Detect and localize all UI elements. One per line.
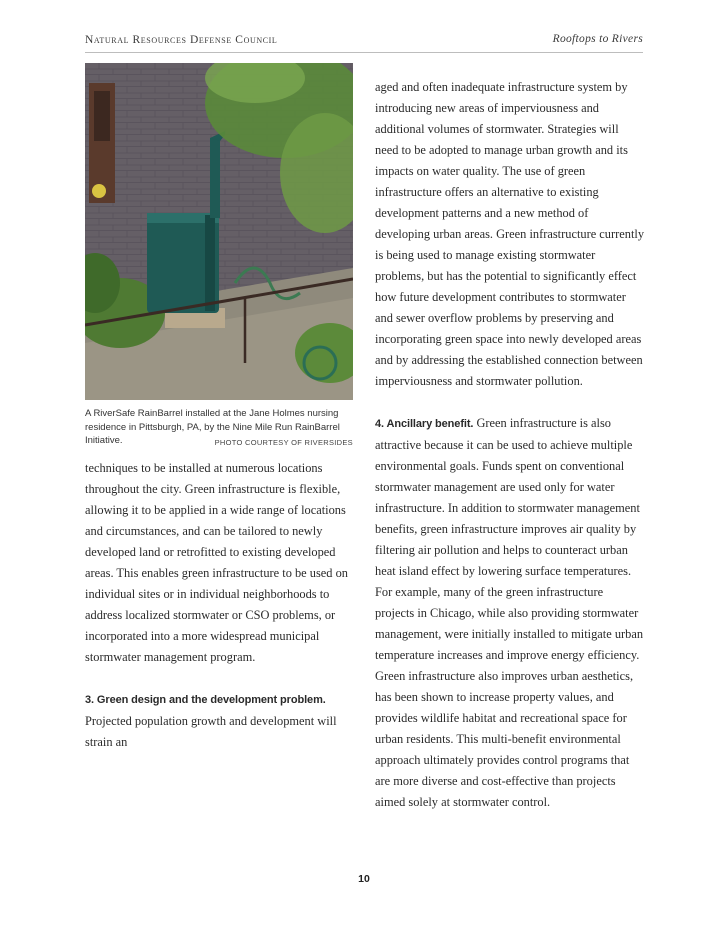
page-number: 10 bbox=[358, 873, 370, 885]
section-heading: 4. Ancillary benefit. bbox=[375, 418, 474, 430]
header-rule bbox=[85, 52, 643, 53]
caption-text: A RiverSafe RainBarrel installed at the Jane Holmes nursing residence in Pittsburgh, PA, by the Nine Mile Run RainBarrel Initiative. bbox=[85, 408, 340, 446]
section-heading: 3. Green design and the development problem. bbox=[85, 694, 326, 706]
left-column bbox=[85, 458, 357, 753]
rain-barrel-photo bbox=[85, 63, 353, 400]
photo-credit: PHOTO COURTESY OF RIVERSIDES bbox=[214, 438, 353, 447]
paragraph-text: Projected population growth and development will strain an bbox=[85, 714, 337, 749]
paragraph bbox=[375, 413, 645, 813]
paragraph bbox=[85, 689, 357, 753]
running-header-report-title: Rooftops to Rivers bbox=[552, 33, 643, 45]
figure-caption bbox=[85, 407, 353, 450]
paragraph: aged and often inadequate infrastructure system by introducing new areas of imperviousness and additional volumes of stormwater. Strategies will need to be adopted to manage urban growth and its impacts on water quality. The use of green infrastructure offers an alternative to existing development patterns and a new method of developing urban areas. Green infrastructure currently is being used to manage existing stormwater problems, but has the potential to significantly effect how future development contributes to stormwater and sewer overflow problems by preserving and incorporating green space into newly developed areas and by addressing the established connection between imperviousness and stormwater pollution. bbox=[375, 80, 645, 388]
running-header-organization: Natural Resources Defense Council bbox=[85, 34, 278, 46]
paragraph: techniques to be installed at numerous locations throughout the city. Green infrastructure is flexible, allowing it to be applied in a wide range of locations and circumstances, and can be tailored to newly developed land or retrofitted to existing developed areas. This enables green infrastructure to be used on individual sites or in individual neighborhoods to address localized stormwater or CSO problems, or incorporated into a more widespread municipal stormwater management program. bbox=[85, 461, 348, 664]
paragraph-text: Green infrastructure is also attractive because it can be used to achieve multiple environmental goals. Funds spent on conventional stormwater management are used only for water infrastructure. In addition to stormwater management benefits, green infrastructure improves air quality by filtering air pollution and helps to counteract urban heat island effect by lowering surface temperatures. For example, many of the green infrastructure projects in Chicago, while also providing stormwater management, were initially installed to mitigate urban temperature increases and improve energy efficiency. Green infrastructure also improves urban aesthetics, has been shown to increase property values, and provides wildlife habitat and recreational space for urban residents. This multi-benefit environmental approach ultimately provides control programs that are more diverse and cost-effective than projects aimed solely at stormwater control. bbox=[375, 416, 644, 809]
right-column bbox=[375, 77, 645, 813]
